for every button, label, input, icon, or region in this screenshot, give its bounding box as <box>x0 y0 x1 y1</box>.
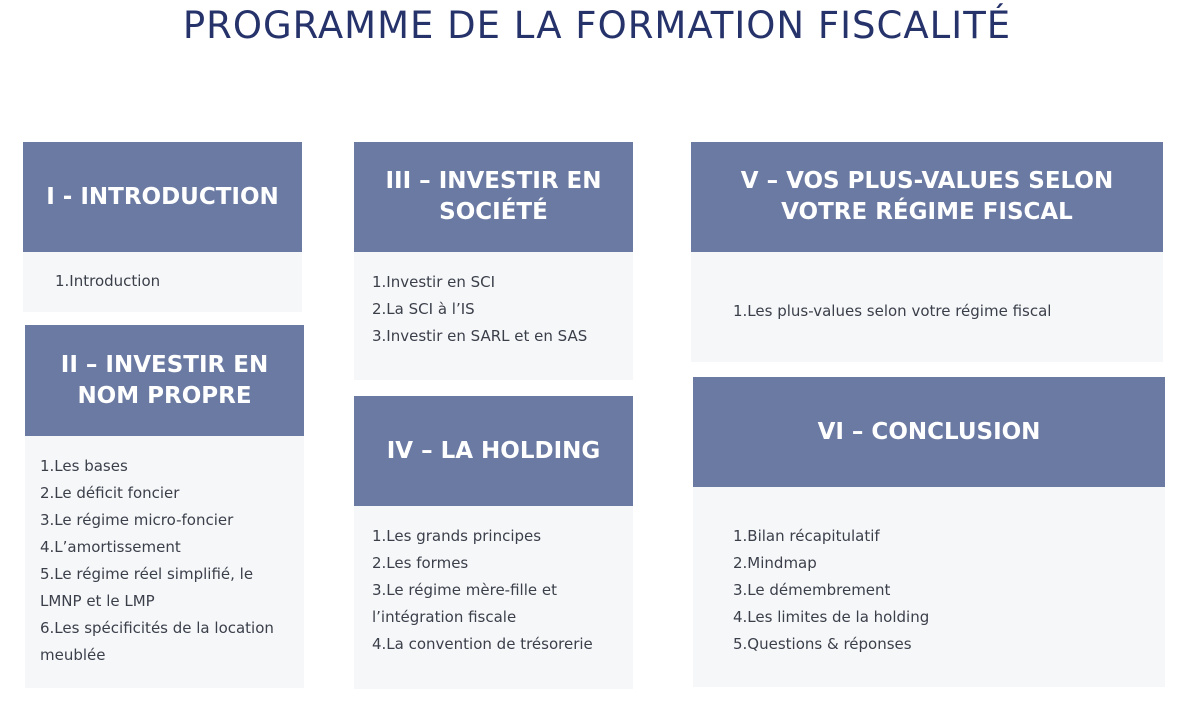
list-item: 3.Investir en SARL et en SAS <box>372 327 588 345</box>
section-items <box>372 523 617 658</box>
section-title-line: III – INVESTIR EN <box>385 168 602 194</box>
list-item: 3.Le régime mère-fille et <box>372 581 557 599</box>
section-investir-nom-propre <box>25 325 304 688</box>
list-item: 4.L’amortissement <box>40 538 181 556</box>
list-item: 1.Investir en SCI <box>372 273 496 291</box>
list-item: 2.Les formes <box>372 554 469 572</box>
list-item: 2.Mindmap <box>733 554 817 572</box>
section-body <box>691 252 1163 362</box>
list-item: 1.Bilan récapitulatif <box>733 527 880 545</box>
list-item: 5.Questions & réponses <box>733 635 912 653</box>
section-title-line: NOM PROPRE <box>77 382 252 409</box>
section-body <box>354 252 633 380</box>
section-items <box>40 453 288 669</box>
section-title-line: II – INVESTIR EN <box>60 351 269 378</box>
list-item: 2.La SCI à l’IS <box>372 300 475 318</box>
section-conclusion <box>693 377 1165 687</box>
section-header <box>691 142 1163 252</box>
section-investir-societe <box>354 142 633 380</box>
section-title-line: V – VOS PLUS-VALUES SELON <box>740 168 1114 194</box>
section-title-line: I - INTRODUCTION <box>46 183 279 210</box>
list-item: 1.Introduction <box>55 272 161 290</box>
list-item: 1.Les plus-values selon votre régime fiscal <box>733 302 1052 320</box>
list-item: 5.Le régime réel simplifié, le <box>40 565 254 583</box>
section-plus-values <box>691 142 1163 362</box>
section-title-line: VI – CONCLUSION <box>817 418 1041 445</box>
section-title-line: IV – LA HOLDING <box>386 437 601 464</box>
section-title-line: SOCIÉTÉ <box>439 199 548 225</box>
list-item: 3.Le démembrement <box>733 581 891 599</box>
section-header <box>354 142 633 252</box>
section-body <box>693 487 1165 687</box>
section-body <box>23 252 302 312</box>
list-item: 1.Les bases <box>40 457 128 475</box>
list-item: LMNP et le LMP <box>40 592 155 610</box>
section-body <box>354 506 633 689</box>
section-items <box>55 268 286 295</box>
section-body <box>25 436 304 688</box>
list-item: 4.Les limites de la holding <box>733 608 930 626</box>
section-items <box>733 523 1149 658</box>
list-item: 4.La convention de trésorerie <box>372 635 593 653</box>
section-header <box>25 325 304 436</box>
list-item: 6.Les spécificités de la location <box>40 619 274 637</box>
section-header <box>693 377 1165 487</box>
section-introduction <box>23 142 302 312</box>
list-item: l’intégration fiscale <box>372 608 517 626</box>
section-holding <box>354 396 633 689</box>
section-items <box>733 298 1147 325</box>
list-item: 1.Les grands principes <box>372 527 542 545</box>
list-item: 2.Le déficit foncier <box>40 484 180 502</box>
list-item: 3.Le régime micro-foncier <box>40 511 234 529</box>
page-title: PROGRAMME DE LA FORMATION FISCALITÉ <box>182 4 1012 47</box>
list-item: meublée <box>40 646 106 664</box>
section-header <box>23 142 302 252</box>
section-title-line: VOTRE RÉGIME FISCAL <box>781 199 1073 225</box>
section-items <box>372 269 617 350</box>
section-header <box>354 396 633 506</box>
